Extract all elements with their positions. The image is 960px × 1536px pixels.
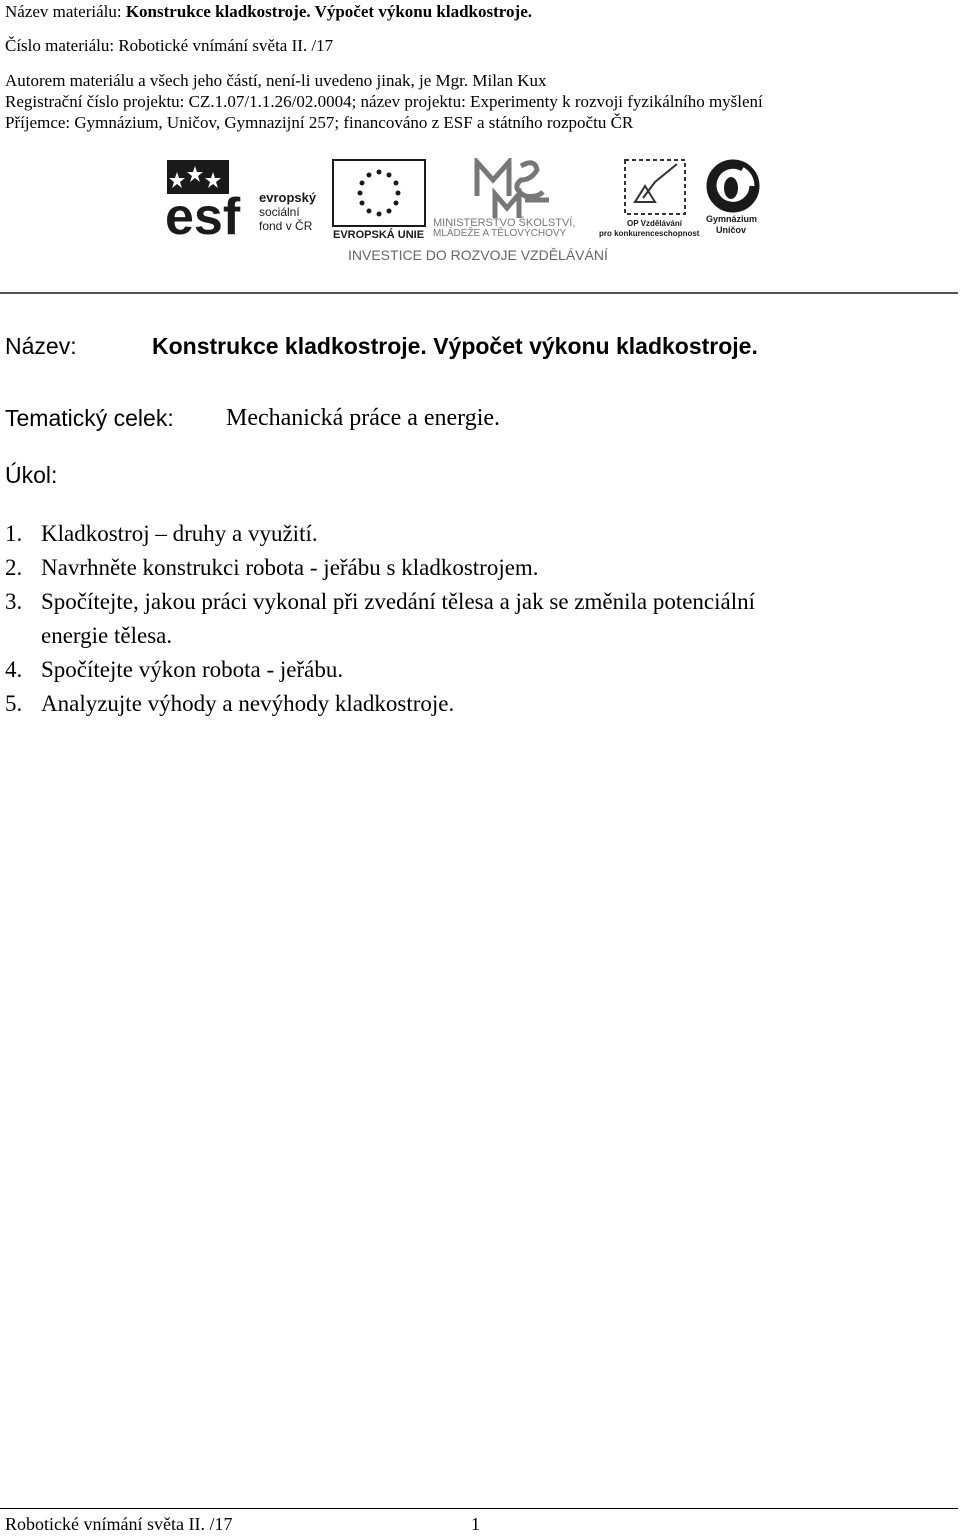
esf-text: esf	[165, 188, 241, 246]
topic-label: Tematický celek:	[5, 405, 174, 431]
name-value: Konstrukce kladkostroje. Výpočet výkonu kladkostroje.	[152, 333, 758, 359]
material-number-line: Číslo materiálu: Robotické vnímání světa II. /17	[5, 36, 334, 55]
msmt-text-1: MINISTERSTVO ŠKOLSTVÍ,	[433, 217, 576, 229]
topic-value: Mechanická práce a energie.	[226, 405, 501, 431]
svg-text:evropský: evropský	[259, 190, 317, 205]
task-item: 1. Kladkostroj – druhy a využití.	[5, 521, 318, 546]
material-name-title: Konstrukce kladkostroje. Výpočet výkonu kladkostroje.	[125, 2, 532, 21]
footer-divider	[0, 1508, 958, 1509]
task-item: 5. Analyzujte výhody a nevýhody kladkostroje.	[5, 691, 455, 716]
msmt-text-2: MLÁDEŽE A TĚLOVÝCHOVY	[433, 228, 567, 239]
svg-text:Gymnázium: Gymnázium	[706, 214, 758, 224]
task-item-continuation: energie tělesa.	[41, 623, 173, 648]
material-name-prefix: Název materiálu:	[5, 2, 126, 21]
gymnazium-logo	[706, 162, 757, 235]
header-divider	[0, 292, 958, 294]
svg-text:sociální: sociální	[259, 205, 300, 219]
registration-line: Registrační číslo projektu: CZ.1.07/1.1.26/02.0004; název projektu: Experimenty k rozvoji fyzikálního myšlení	[5, 92, 763, 111]
author-line: Autorem materiálu a všech jeho částí, není-li uvedeno jinak, je Mgr. Milan Kux	[5, 71, 547, 90]
name-label: Název:	[5, 333, 77, 359]
investice-banner: INVESTICE DO ROZVOJE VZDĚLÁVÁNÍ	[348, 247, 608, 263]
task-item: 3. Spočítejte, jakou práci vykonal při zvedání tělesa a jak se změnila potenciální	[5, 589, 756, 614]
footer-title: Robotické vnímání světa II. /17	[5, 1514, 233, 1534]
eu-flag-logo	[333, 160, 425, 241]
msmt-logo	[477, 162, 549, 218]
svg-text:pro konkurenceschopnost: pro konkurenceschopnost	[599, 229, 700, 238]
page-number: 1	[471, 1514, 480, 1534]
op-logo	[599, 160, 700, 238]
task-label: Úkol:	[5, 462, 58, 488]
recipient-line: Příjemce: Gymnázium, Uničov, Gymnazijní 257; financováno z ESF a státního rozpočtu ČR	[5, 113, 634, 132]
svg-text:Uničov: Uničov	[716, 225, 747, 235]
material-name-line	[5, 2, 532, 22]
esf-logo	[165, 160, 317, 246]
logos-strip	[165, 158, 785, 268]
svg-text:OP Vzdělávání: OP Vzdělávání	[627, 219, 682, 228]
task-item: 2. Navrhněte konstrukci robota - jeřábu s kladkostrojem.	[5, 555, 539, 580]
task-item: 4. Spočítejte výkon robota - jeřábu.	[5, 657, 344, 682]
svg-text:EVROPSKÁ UNIE: EVROPSKÁ UNIE	[333, 229, 425, 241]
svg-text:fond v ČR: fond v ČR	[259, 219, 313, 233]
